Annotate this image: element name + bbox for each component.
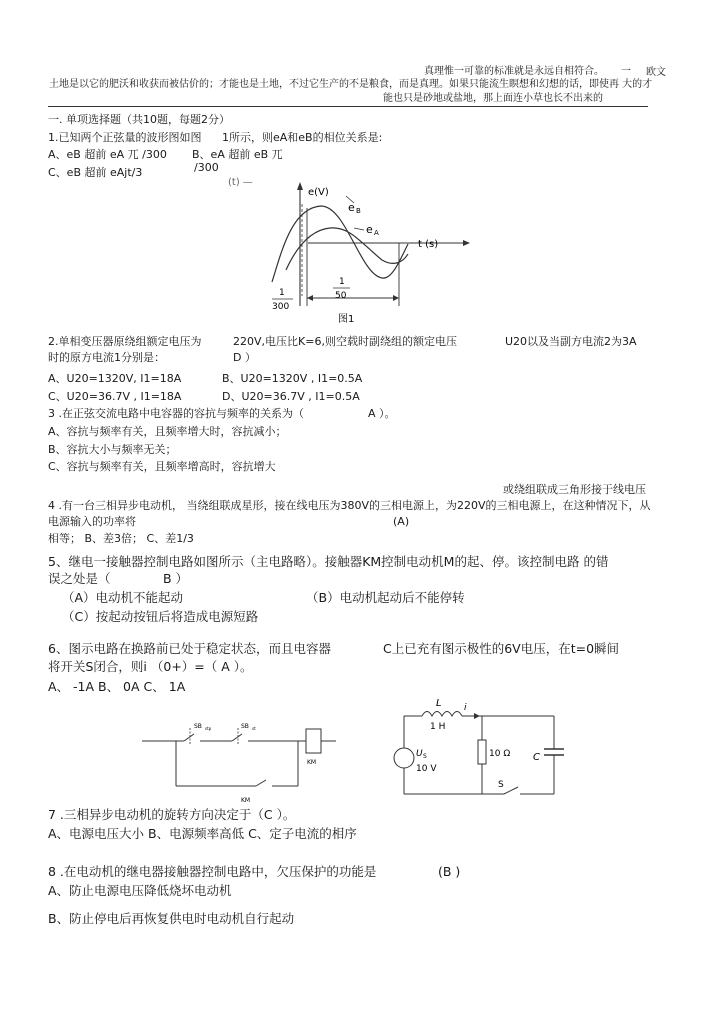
header-dash: 一 [621,66,631,77]
header-quote-line3: 能也只是砂地或盐地，那上面连小草也长不出来的 [383,93,603,104]
q6-options: A、 -1A B、 0A C、 1A [48,679,186,694]
q2-stem-b: 220V,电压比K=6,则空载时副绕组的额定电压 [233,335,457,348]
capacitor-label: C [533,752,540,763]
header-divider [48,106,648,107]
figure1-frac1-den: 300 [272,302,290,312]
switch-label: S [498,780,504,790]
figure1-curve-b-sub: B [356,207,361,215]
q5-stem: 5、继电一接触器控制电路如图所示（主电路略）。接触器KM控制电动机M的起、停。该控制电路 的错 [48,554,609,569]
q4-stem-cont: 电源输入的功率将 [48,515,136,528]
q2-stem-c: U20以及当副方电流2为3A [505,335,637,348]
q2-stem-a: 2.单相变压器原绕组额定电压为 [48,335,202,348]
q4-stem: 4 .有一台三相异步电动机， 当绕组联成星形，接在线电压为380V的三相电源上，为220V的三相电源上，在这种情况下，从 [48,499,651,512]
q6-stem-b: C上已充有图示极性的6V电压，在t=0瞬间 [383,641,620,656]
q1-stem-b: 1所示，则eA和eB的相位关系是: [222,131,383,144]
q1-option-b-cont: /300 [194,161,219,174]
q2-option-b: B、U20=1320V , I1=0.5A [222,372,363,385]
current-arrow [474,713,480,719]
figure1-frac1-num: 1 [279,288,285,298]
figure1-ea-leader [354,228,364,230]
current-label: i [464,703,467,713]
start-button-contact [232,734,242,741]
q3-stem: 3 .在正弦交流电路中电容器的容抗与频率的关系为（ [48,407,304,420]
source-label: U [416,749,423,759]
figure1-frac2-num: 1 [339,277,345,287]
q3-option-b: B、容抗大小与频率无关； [48,443,177,456]
header-author: 欧文 [646,67,666,78]
q4-top-fragment: 或绕组联成三角形接于线电压 [503,483,646,496]
stop-button-label-sub: stp [205,726,212,731]
q1-stem-a: 1.已知两个正弦量的波形图如图 [48,131,202,144]
km-aux-contact [256,780,266,786]
q3-option-a: A、容抗与频率有关，且频率增大时，容抗减小； [48,425,287,438]
figure1-curve-eb [272,206,408,282]
figure1-caption: 图1 [338,314,355,325]
q2-stem-d: 时的原方电流1分别是： [48,351,165,364]
q2-option-c: C、U20=36.7V , I1=18A [48,390,182,403]
q1-option-b: B、eA 超前 eB 兀 [192,148,283,161]
q3-option-c: C、容抗与频率有关，且频率增高时，容抗增大 [48,460,276,473]
q4-answer: (A) [393,515,410,528]
inductor-coil [422,712,462,717]
source-value: 10 V [416,764,437,774]
q1-option-a: A、eB 超前 eA 兀 /300 [48,148,167,161]
q8-answer: (B ) [438,864,461,879]
q5-option-c: （C）按起动按钮后将造成电源短路 [62,609,259,624]
q5-option-a: （A）电动机不能起动 [62,590,184,605]
voltage-source [394,748,414,768]
switch-s [504,787,518,794]
km-coil [306,729,321,753]
q6-stem-cont: 将开关S闭合，则i （0+）=（ A ）。 [48,659,253,674]
q5-stem-cont: 误之处是（ [48,571,111,586]
figure1-t-arrow [463,240,470,246]
q1-option-c: C、eB 超前 eAjt/3 [48,166,143,179]
q7-options: A、电源电压大小 B、电源频率高低 C、定子电流的相序 [48,826,357,841]
q5-option-b: （B）电动机起动后不能停转 [306,590,465,605]
q5-answer: B ） [163,571,189,586]
figure1-dim-arrow-right [393,295,399,301]
stop-button-contact [184,734,194,741]
q8-option-b: B、防止停电后再恢复供电时电动机自行起动 [48,911,295,926]
figure1-curve-a-label: e [366,223,373,236]
figure1-frac2-den: 50 [335,291,347,301]
q4-options: 相等； B、差3倍； C、差1/3 [48,532,194,545]
inductor-label: L [436,698,442,709]
q8-stem: 8 .在电动机的继电器接触器控制电路中，欠压保护的功能是 [48,864,377,879]
header-quote-line2: 土地是以它的肥沃和收获而被估价的；才能也是土地，不过它生产的不是粮食，而是真理。如果只能流生瞑想和幻想的话，即使再 大的才 [49,79,653,90]
figure1-curve-b-label: e [348,201,355,214]
relay-control-circuit [138,718,338,808]
q8-option-a: A、防止电源电压降低烧坏电动机 [48,883,232,898]
resistor-10-ohm [478,740,486,764]
q2-option-d: D、U20=36.7V , I1=0.5A [222,390,360,403]
figure1-curve-a-sub: A [374,229,379,237]
q2-answer: D ） [233,351,256,364]
source-label-sub: S [423,753,427,760]
figure1-e-arrow [297,182,303,190]
figure1-x-label: t (s) [418,239,439,250]
inductor-value: 1 H [430,722,446,732]
figure1-curve-ea [286,228,408,270]
q6-stem: 6、图示电路在换路前已处于稳定状态，而且电容器 [48,641,331,656]
figure1-waveform [258,178,488,328]
stop-button-label: SB [194,723,202,730]
aux-contact-label: KM [241,797,251,804]
q2-option-a: A、U20=1320V, I1=18A [48,372,182,385]
q1-stray-mark: (t) — [228,177,253,188]
q7-stem: 7 .三相异步电动机的旋转方向决定于（C ）。 [48,807,296,822]
rl-switch-circuit [392,694,572,806]
section-title: 一. 单项选择题（共10题，每题2分） [48,113,230,126]
start-button-label-sub: st [252,726,256,731]
header-quote-line1: 真理惟一可靠的标准就是永远自相符合。 [424,66,604,77]
q3-answer: A ）。 [368,407,396,420]
resistor-label: 10 Ω [489,749,511,759]
figure1-dim-arrow-left [307,295,313,301]
coil-label: KM [307,759,317,766]
figure1-y-label: e(V) [308,187,329,198]
start-button-label: SB [241,723,249,730]
